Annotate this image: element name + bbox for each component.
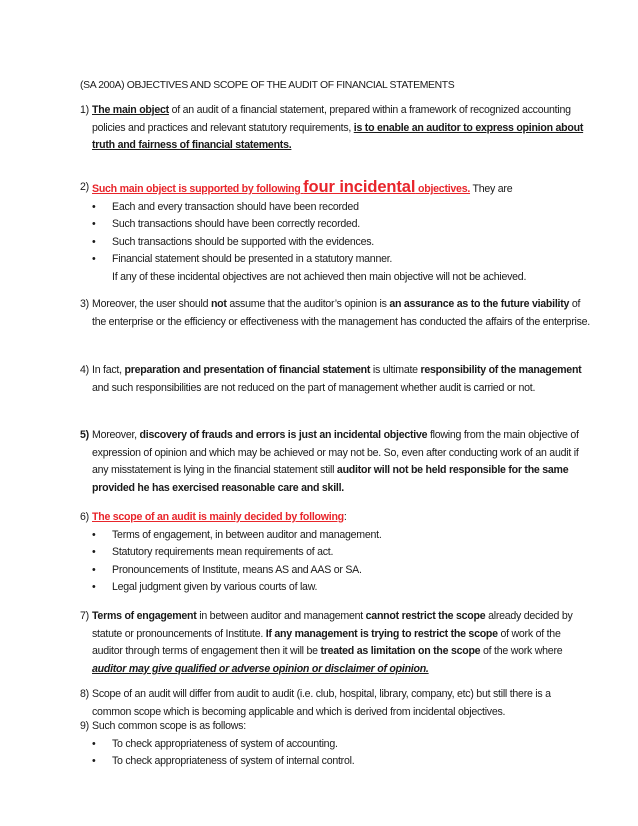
item-number: 9) xyxy=(80,720,89,732)
text-segment: not xyxy=(210,298,227,310)
point-5-frauds-and-errors xyxy=(80,427,592,497)
text-segment: of an audit of a financial statement, prepared within a framework of recognized accounting policies and practices and relevant statutory requirements, xyxy=(92,104,571,134)
bullet-text: Pronouncements of Institute, means AS and AAS or SA. xyxy=(112,563,362,576)
bullet-item xyxy=(80,199,592,217)
bullet-text: Financial statement should be presented in a statutory manner. xyxy=(112,253,393,266)
item-text xyxy=(92,362,592,397)
bullet-item xyxy=(80,527,592,545)
text-segment: responsibility of the management xyxy=(420,364,582,376)
item-number: 3) xyxy=(80,298,89,310)
item-text xyxy=(92,509,592,527)
document-title: (SA 200A) OBJECTIVES AND SCOPE OF THE AUDIT OF FINANCIAL STATEMENTS xyxy=(80,80,455,91)
bullet-item xyxy=(80,251,592,269)
text-segment: already decided by statute or pronouncements of Institute. xyxy=(92,610,573,640)
item-number: 6) xyxy=(80,511,89,523)
item-note: If any of these incidental objectives are not achieved then main objective will not be achieved. xyxy=(112,270,527,283)
item-number: 5) xyxy=(80,429,89,441)
text-segment: Moreover, xyxy=(92,429,140,441)
text-segment: and such responsibilities are not reduced on the part of management whether audit is carried or not. xyxy=(92,381,536,394)
text-segment: If any management is trying to restrict the scope xyxy=(265,627,498,640)
bullet-text: Statutory requirements mean requirements of act. xyxy=(112,546,334,559)
text-segment: Such common scope is as follows: xyxy=(92,720,246,732)
bullet-item xyxy=(80,579,592,597)
item-text xyxy=(92,296,592,331)
bullet-icon: • xyxy=(92,737,96,750)
item-text xyxy=(92,718,592,736)
text-segment: cannot restrict the scope xyxy=(365,610,486,622)
point-6-scope-of-audit xyxy=(80,509,592,597)
text-segment: objectives. xyxy=(415,183,471,195)
point-3-user-assumption xyxy=(80,296,592,331)
bullet-item xyxy=(80,216,592,234)
text-segment: flowing from the main objective of expression of opinion and which may be achieved or may not be. So, even after conducting work of an audit if any misstatement is lying in the financial statement still xyxy=(92,429,579,477)
text-segment: discovery of frauds and errors is just an incidental objective xyxy=(139,429,428,441)
text-segment: Such main object is supported by following xyxy=(92,183,304,195)
text-segment: is to enable an auditor to express opinion about truth and fairness of financial statements. xyxy=(92,121,584,152)
item-number: 4) xyxy=(80,364,89,376)
bullet-item xyxy=(80,753,592,771)
item-number: 8) xyxy=(80,688,89,700)
bullet-icon: • xyxy=(92,200,96,213)
text-segment: assume that the auditor’s opinion is xyxy=(226,298,390,310)
text-segment: : xyxy=(343,511,347,523)
text-segment: Terms of engagement xyxy=(92,610,197,622)
bullet-icon: • xyxy=(92,235,96,248)
point-1-main-object xyxy=(80,102,592,155)
bullet-item xyxy=(80,234,592,252)
item-text xyxy=(92,427,592,497)
bullet-item xyxy=(80,544,592,562)
text-segment: of the work where xyxy=(480,645,563,658)
bullet-item xyxy=(80,736,592,754)
point-4-management-responsibility xyxy=(80,362,592,397)
bullet-text: Such transactions should be supported with the evidences. xyxy=(112,235,374,248)
text-segment: The main object xyxy=(92,104,169,116)
text-segment: in between auditor and management xyxy=(196,610,366,622)
text-segment: The scope of an audit is mainly decided by following xyxy=(92,511,344,523)
bullet-item xyxy=(80,562,592,580)
item-number: 7) xyxy=(80,610,89,622)
text-segment: is ultimate xyxy=(370,364,421,376)
text-segment: auditor will not be held responsible for the same provided he has exercised reasonable care and skill. xyxy=(92,464,569,494)
text-segment: four incidental xyxy=(303,178,416,196)
point-7-terms-of-engagement xyxy=(80,608,592,678)
bullet-text: To check appropriateness of system of internal control. xyxy=(112,755,355,768)
point-2-incidental-objectives xyxy=(80,179,592,287)
bullet-text: To check appropriateness of system of accounting. xyxy=(112,737,338,750)
bullet-text: Legal judgment given by various courts of law. xyxy=(112,581,318,594)
bullet-icon: • xyxy=(92,528,96,541)
item-number: 2) xyxy=(80,181,89,193)
text-segment: of work of the auditor through terms of engagement then it will be xyxy=(92,627,561,658)
text-segment: treated as limitation on the scope xyxy=(320,645,481,658)
text-segment: Moreover, the user should xyxy=(92,298,211,310)
text-segment: auditor may give qualified or adverse opinion or disclaimer of opinion. xyxy=(92,662,429,675)
bullet-icon: • xyxy=(92,253,96,266)
item-text xyxy=(92,686,592,721)
bullet-icon: • xyxy=(92,581,96,594)
bullet-icon: • xyxy=(92,218,96,231)
item-text xyxy=(92,608,592,678)
point-9-common-scope xyxy=(80,718,592,771)
bullet-icon: • xyxy=(92,546,96,559)
text-segment: an assurance as to the future viability xyxy=(389,298,570,310)
text-segment: of the enterprise or the efficiency or effectiveness with the management has conducted the affairs of the enterprise. xyxy=(92,298,590,328)
text-segment: preparation and presentation of financial statement xyxy=(124,364,371,376)
bullet-icon: • xyxy=(92,563,96,576)
bullet-text: Such transactions should have been correctly recorded. xyxy=(112,218,360,231)
bullet-text: Each and every transaction should have been recorded xyxy=(112,200,359,213)
item-number: 1) xyxy=(80,104,89,116)
text-segment: In fact, xyxy=(92,364,125,376)
text-segment: Scope of an audit will differ from audit to audit (i.e. club, hospital, library, company, etc) but still there is a common scope which is becoming applicable and which is derived from incidental objectives. xyxy=(92,688,551,718)
point-8-scope-differs xyxy=(80,686,592,721)
bullet-icon: • xyxy=(92,755,96,768)
item-text xyxy=(92,102,592,155)
text-segment: They are xyxy=(470,183,513,195)
item-text xyxy=(92,179,592,199)
bullet-text: Terms of engagement, in between auditor and management. xyxy=(112,528,382,541)
